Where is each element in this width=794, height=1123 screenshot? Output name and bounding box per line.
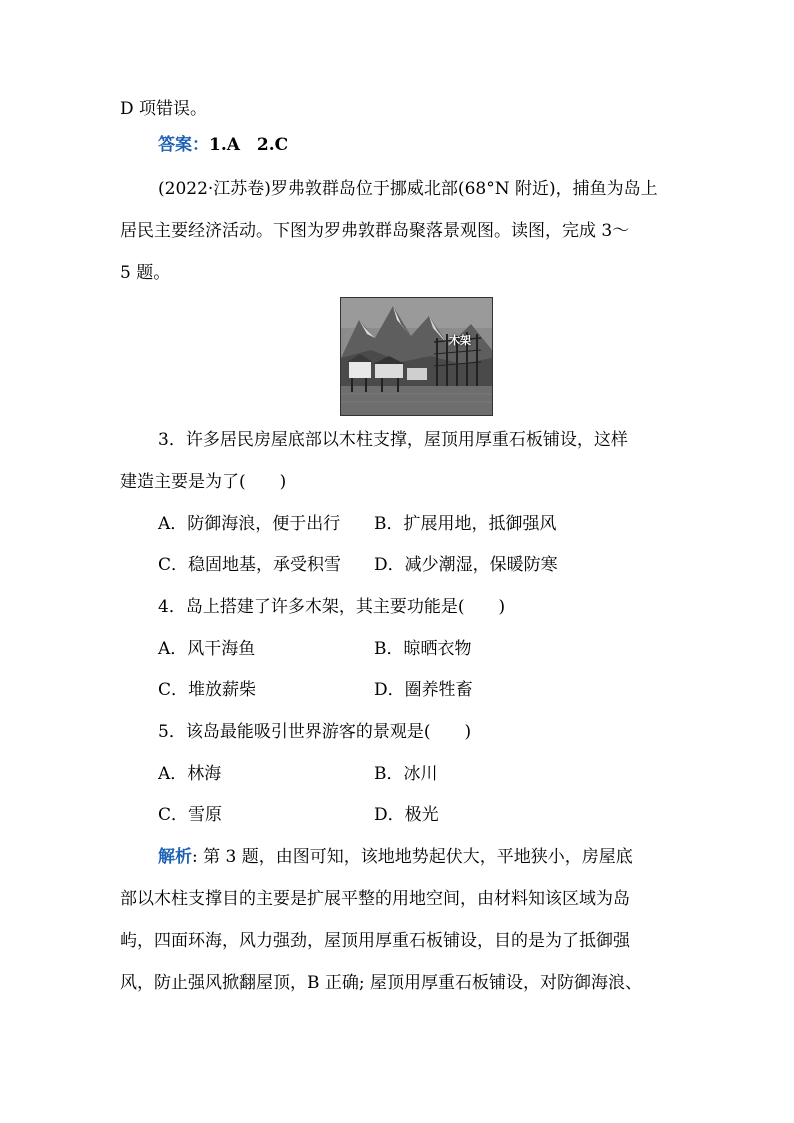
q3-option-b: B．扩展用地，抵御强风 <box>374 514 557 534</box>
answer-line <box>158 133 288 157</box>
answer-text: 1.A 2.C <box>209 135 289 155</box>
q3-option-c: C．稳固地基，承受积雪 <box>158 555 342 575</box>
q4-option-a: A．风干海鱼 <box>158 639 256 659</box>
q4-line-1: 4．岛上搭建了许多木架，其主要功能是( ) <box>158 597 506 617</box>
prev-answer-end: D 项错误。 <box>120 99 208 119</box>
q4-option-b: B．晾晒衣物 <box>374 639 472 659</box>
q5-option-b: B．冰川 <box>374 764 438 784</box>
q5-option-a: A．林海 <box>158 764 222 784</box>
analysis-line-4: 风，防止强风掀翻屋顶，B 正确; 屋顶用厚重石板铺设，对防御海浪、 <box>120 973 643 993</box>
analysis-line-1 <box>158 845 633 869</box>
q3-option-d: D．减少潮湿，保暖防寒 <box>374 555 558 575</box>
q5-line-1: 5．该岛最能吸引世界游客的景观是( ) <box>158 722 472 742</box>
analysis-text-1: : 第 3 题，由图可知，该地地势起伏大，平地狭小，房屋底 <box>192 847 633 867</box>
q3-option-a: A．防御海浪，便于出行 <box>158 514 341 534</box>
q4-option-c: C．堆放薪柴 <box>158 680 257 700</box>
landscape-illustration <box>341 298 492 415</box>
intro-line-2: 居民主要经济活动。下图为罗弗敦群岛聚落景观图。读图，完成 3～ <box>120 221 630 241</box>
answer-label: 答案： <box>158 135 209 155</box>
analysis-line-2: 部以木柱支撑目的主要是扩展平整的用地空间，由材料知该区域为岛 <box>120 889 630 909</box>
analysis-line-3: 屿，四面环海，风力强劲，屋顶用厚重石板铺设，目的是为了抵御强 <box>120 931 630 951</box>
intro-line-3: 5 题。 <box>120 263 171 283</box>
q3-line-1: 3．许多居民房屋底部以木柱支撑，屋顶用厚重石板铺设，这样 <box>158 430 628 450</box>
q5-option-d: D．极光 <box>374 805 439 825</box>
intro-line-1: (2022·江苏卷)罗弗敦群岛位于挪威北部(68°N 附近)，捕鱼为岛上 <box>158 179 658 199</box>
q3-line-2: 建造主要是为了( ) <box>120 472 287 492</box>
q5-option-c: C．雪原 <box>158 805 223 825</box>
analysis-label: 解析 <box>158 847 192 867</box>
q4-option-d: D．圈养牲畜 <box>374 680 473 700</box>
wooden-rack-label: 木架 <box>449 334 471 347</box>
settlement-landscape-figure <box>340 297 493 416</box>
